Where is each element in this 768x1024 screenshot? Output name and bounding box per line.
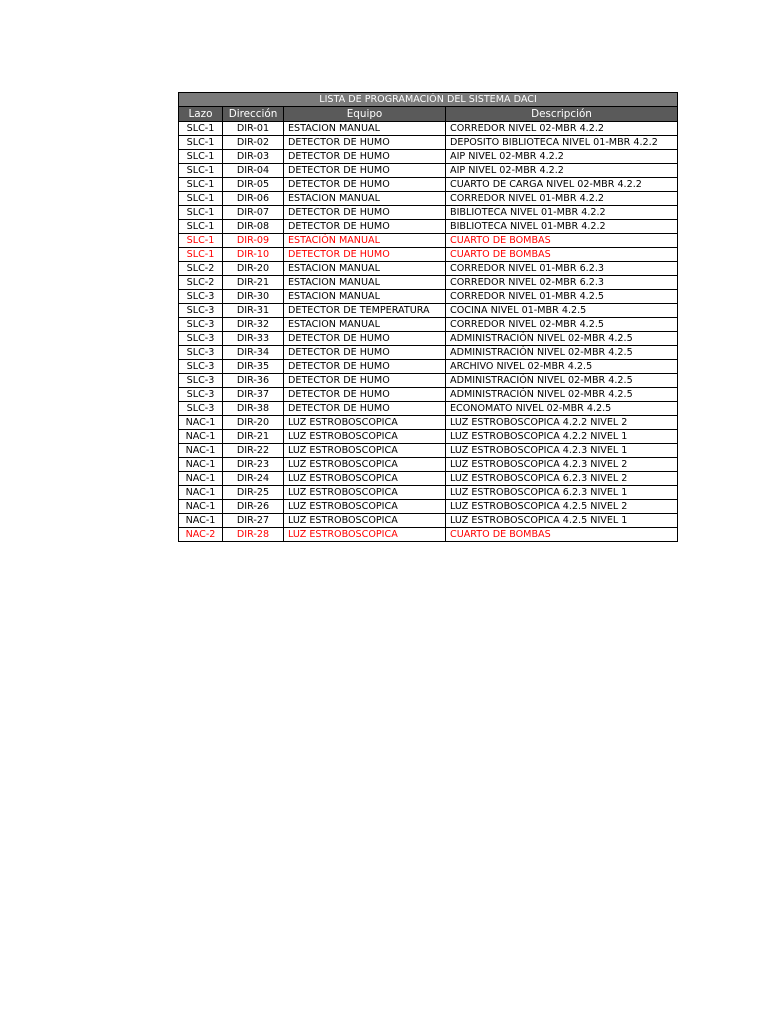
cell-descripcion: ADMINISTRACIÓN NIVEL 02-MBR 4.2.5 [446,332,678,346]
cell-equipo: ESTACION MANUAL [284,318,446,332]
cell-descripcion: LUZ ESTROBOSCOPICA 4.2.5 NIVEL 2 [446,500,678,514]
cell-equipo: ESTACIÓN MANUAL [284,234,446,248]
cell-lazo: NAC-1 [179,416,223,430]
table-row [179,318,678,332]
cell-lazo: SLC-3 [179,360,223,374]
cell-lazo: SLC-2 [179,276,223,290]
cell-lazo: SLC-3 [179,318,223,332]
cell-lazo: NAC-2 [179,528,223,542]
cell-equipo: DETECTOR DE HUMO [284,374,446,388]
cell-lazo: SLC-1 [179,150,223,164]
cell-equipo: LUZ ESTROBOSCOPICA [284,500,446,514]
table-row [179,514,678,528]
cell-equipo: ESTACION MANUAL [284,290,446,304]
cell-direccion: DIR-21 [223,276,284,290]
cell-descripcion: LUZ ESTROBOSCOPICA 4.2.5 NIVEL 1 [446,514,678,528]
cell-descripcion: CUARTO DE BOMBAS [446,248,678,262]
cell-descripcion: BIBLIOTECA NIVEL 01-MBR 4.2.2 [446,206,678,220]
column-header-descripcion: Descripción [446,107,678,122]
cell-equipo: LUZ ESTROBOSCOPICA [284,430,446,444]
cell-descripcion: ADMINISTRACIÓN NIVEL 02-MBR 4.2.5 [446,388,678,402]
cell-descripcion: CORREDOR NIVEL 02-MBR 6.2.3 [446,276,678,290]
table-row [179,528,678,542]
table-row [179,458,678,472]
cell-lazo: SLC-3 [179,374,223,388]
cell-direccion: DIR-08 [223,220,284,234]
cell-equipo: DETECTOR DE HUMO [284,360,446,374]
cell-descripcion: CORREDOR NIVEL 01-MBR 6.2.3 [446,262,678,276]
cell-direccion: DIR-33 [223,332,284,346]
cell-equipo: DETECTOR DE HUMO [284,388,446,402]
cell-direccion: DIR-35 [223,360,284,374]
cell-direccion: DIR-20 [223,262,284,276]
cell-equipo: LUZ ESTROBOSCOPICA [284,472,446,486]
cell-lazo: SLC-3 [179,290,223,304]
cell-descripcion: ARCHIVO NIVEL 02-MBR 4.2.5 [446,360,678,374]
cell-direccion: DIR-20 [223,416,284,430]
cell-descripcion: ECONOMATO NIVEL 02-MBR 4.2.5 [446,402,678,416]
table-row [179,234,678,248]
cell-descripcion: ADMINISTRACIÓN NIVEL 02-MBR 4.2.5 [446,374,678,388]
table-row [179,192,678,206]
cell-equipo: DETECTOR DE HUMO [284,220,446,234]
table-row [179,444,678,458]
cell-lazo: SLC-1 [179,136,223,150]
cell-equipo: DETECTOR DE HUMO [284,150,446,164]
cell-direccion: DIR-05 [223,178,284,192]
cell-equipo: LUZ ESTROBOSCOPICA [284,416,446,430]
cell-descripcion: AIP NIVEL 02-MBR 4.2.2 [446,150,678,164]
table-row [179,206,678,220]
table-row [179,472,678,486]
cell-descripcion: CORREDOR NIVEL 02-MBR 4.2.5 [446,318,678,332]
cell-descripcion: LUZ ESTROBOSCOPICA 6.2.3 NIVEL 2 [446,472,678,486]
cell-equipo: ESTACION MANUAL [284,276,446,290]
cell-direccion: DIR-24 [223,472,284,486]
cell-lazo: NAC-1 [179,430,223,444]
cell-direccion: DIR-09 [223,234,284,248]
cell-lazo: SLC-1 [179,234,223,248]
table-title-row [179,93,678,107]
table-row [179,122,678,136]
cell-lazo: SLC-2 [179,262,223,276]
programming-list-table [178,92,678,542]
cell-equipo: DETECTOR DE HUMO [284,206,446,220]
cell-equipo: LUZ ESTROBOSCOPICA [284,486,446,500]
table-row [179,360,678,374]
cell-direccion: DIR-32 [223,318,284,332]
cell-direccion: DIR-10 [223,248,284,262]
cell-direccion: DIR-26 [223,500,284,514]
cell-direccion: DIR-34 [223,346,284,360]
cell-lazo: SLC-1 [179,220,223,234]
cell-direccion: DIR-07 [223,206,284,220]
cell-descripcion: CORREDOR NIVEL 01-MBR 4.2.5 [446,290,678,304]
table-row [179,276,678,290]
cell-direccion: DIR-03 [223,150,284,164]
table-row [179,150,678,164]
cell-equipo: ESTACION MANUAL [284,122,446,136]
table-row [179,346,678,360]
cell-direccion: DIR-01 [223,122,284,136]
cell-direccion: DIR-31 [223,304,284,318]
table-body [179,122,678,542]
cell-direccion: DIR-30 [223,290,284,304]
cell-descripcion: LUZ ESTROBOSCOPICA 4.2.2 NIVEL 2 [446,416,678,430]
cell-lazo: SLC-3 [179,346,223,360]
cell-lazo: NAC-1 [179,444,223,458]
cell-lazo: SLC-3 [179,332,223,346]
cell-direccion: DIR-02 [223,136,284,150]
table-row [179,402,678,416]
cell-equipo: LUZ ESTROBOSCOPICA [284,528,446,542]
cell-equipo: ESTACION MANUAL [284,262,446,276]
cell-lazo: SLC-1 [179,248,223,262]
cell-direccion: DIR-21 [223,430,284,444]
cell-descripcion: CORREDOR NIVEL 02-MBR 4.2.2 [446,122,678,136]
table-row [179,388,678,402]
table-row [179,136,678,150]
cell-direccion: DIR-27 [223,514,284,528]
cell-lazo: NAC-1 [179,458,223,472]
table-row [179,178,678,192]
cell-descripcion: LUZ ESTROBOSCOPICA 4.2.2 NIVEL 1 [446,430,678,444]
cell-equipo: DETECTOR DE HUMO [284,332,446,346]
table-row [179,220,678,234]
cell-lazo: SLC-1 [179,164,223,178]
cell-descripcion: LUZ ESTROBOSCOPICA 6.2.3 NIVEL 1 [446,486,678,500]
cell-lazo: NAC-1 [179,472,223,486]
cell-equipo: DETECTOR DE HUMO [284,402,446,416]
cell-direccion: DIR-37 [223,388,284,402]
table-row [179,290,678,304]
cell-descripcion: CUARTO DE BOMBAS [446,234,678,248]
table-row [179,262,678,276]
table-row [179,164,678,178]
cell-equipo: LUZ ESTROBOSCOPICA [284,514,446,528]
table-row [179,416,678,430]
cell-lazo: NAC-1 [179,500,223,514]
table-row [179,374,678,388]
table-row [179,430,678,444]
cell-lazo: SLC-1 [179,206,223,220]
cell-lazo: SLC-3 [179,402,223,416]
cell-equipo: DETECTOR DE HUMO [284,178,446,192]
cell-lazo: SLC-3 [179,388,223,402]
column-header-equipo: Equipo [284,107,446,122]
cell-equipo: LUZ ESTROBOSCOPICA [284,444,446,458]
column-header-lazo: Lazo [179,107,223,122]
table-row [179,304,678,318]
cell-lazo: SLC-1 [179,192,223,206]
cell-descripcion: LUZ ESTROBOSCOPICA 4.2.3 NIVEL 1 [446,444,678,458]
cell-descripcion: AIP NIVEL 02-MBR 4.2.2 [446,164,678,178]
cell-direccion: DIR-06 [223,192,284,206]
cell-descripcion: LUZ ESTROBOSCOPICA 4.2.3 NIVEL 2 [446,458,678,472]
cell-lazo: SLC-1 [179,122,223,136]
cell-equipo: DETECTOR DE HUMO [284,346,446,360]
table-row [179,332,678,346]
table-header-row [179,107,678,122]
cell-direccion: DIR-04 [223,164,284,178]
cell-equipo: DETECTOR DE HUMO [284,164,446,178]
cell-descripcion: ADMINISTRACIÓN NIVEL 02-MBR 4.2.5 [446,346,678,360]
cell-lazo: NAC-1 [179,514,223,528]
column-header-direccion: Dirección [223,107,284,122]
cell-descripcion: CUARTO DE CARGA NIVEL 02-MBR 4.2.2 [446,178,678,192]
cell-direccion: DIR-28 [223,528,284,542]
cell-descripcion: CUARTO DE BOMBAS [446,528,678,542]
cell-descripcion: CORREDOR NIVEL 01-MBR 4.2.2 [446,192,678,206]
table-row [179,248,678,262]
cell-equipo: DETECTOR DE HUMO [284,136,446,150]
cell-direccion: DIR-38 [223,402,284,416]
cell-direccion: DIR-36 [223,374,284,388]
cell-lazo: SLC-1 [179,178,223,192]
table-row [179,500,678,514]
cell-direccion: DIR-23 [223,458,284,472]
cell-lazo: NAC-1 [179,486,223,500]
cell-equipo: ESTACION MANUAL [284,192,446,206]
cell-equipo: DETECTOR DE HUMO [284,248,446,262]
table-row [179,486,678,500]
cell-direccion: DIR-22 [223,444,284,458]
cell-direccion: DIR-25 [223,486,284,500]
table-title: LISTA DE PROGRAMACIÓN DEL SISTEMA DACI [179,93,678,107]
cell-descripcion: COCINA NIVEL 01-MBR 4.2.5 [446,304,678,318]
cell-equipo: DETECTOR DE TEMPERATURA [284,304,446,318]
cell-descripcion: DEPOSITO BIBLIOTECA NIVEL 01-MBR 4.2.2 [446,136,678,150]
cell-equipo: LUZ ESTROBOSCOPICA [284,458,446,472]
cell-lazo: SLC-3 [179,304,223,318]
cell-descripcion: BIBLIOTECA NIVEL 01-MBR 4.2.2 [446,220,678,234]
